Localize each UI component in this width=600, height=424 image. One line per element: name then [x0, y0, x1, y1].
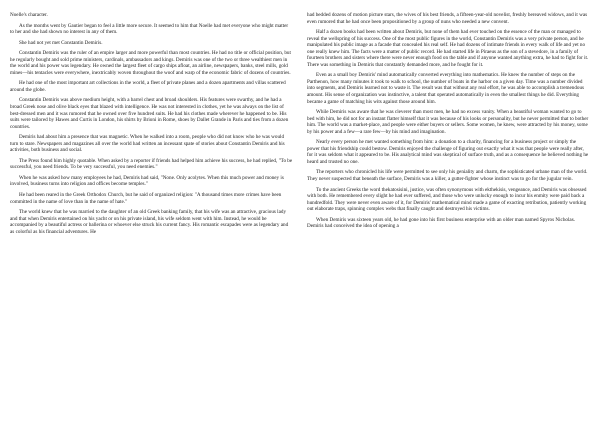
left-column	[10, 12, 293, 424]
paragraph: Noelle's character.	[10, 12, 48, 18]
paragraph: To the ancient Greeks the word thekatosisini, justice, was often synonymous with ekthekisis, vengeance, and Demiris was obsessed with both. He remembered every slight he had ever suffered, and those who were unlucky enough to incur his enmity were paid back a hundredfold. They were never even aware of it, for Demiris' mathematical mind made a game of exacting retribution, patiently working out elaborate traps, spinning complex webs that finally caught and destroyed his victims.	[307, 186, 587, 213]
paragraph: Demiris had about him a presence that was magnetic. When he walked into a room, people who did not know who he was would turn to stare. Newspapers and magazines all over the world had written an incessant spate of stories about Constantin Demiris and his activities, both business and social.	[10, 134, 285, 154]
right-column	[307, 12, 590, 424]
paragraph: He had been reared in the Greek Orthodox Church, but he said of organized religion: "A thousand times more crimes have been committed in the name of love than in the name of hate."	[10, 192, 282, 205]
paragraph: The Press found him highly quotable. When asked by a reporter if friends had helped him achieve his success, he had replied, "To be successful, you need friends. To be very successful, you need enemies."	[10, 157, 293, 171]
paragraph: As the months went by Gautier began to feel a little more secure. It seemed to him that Noelle had met everyone who might matter to her and she had shown no interest in any of them.	[10, 22, 289, 36]
paragraph: The reporters who chronicled his life were permitted to see only his geniality and charm, the sophisticated urbane man of the world. They never suspected that beneath the surface, Demiris was a killer, a gutter-fighter whose instinct was to go for the jugular vein.	[307, 169, 588, 183]
paragraph: The world knew that he was married to the daughter of an old Greek banking family, that his wife was an attractive, gracious lady and that when Demiris entertained on his yacht or on his private island, his wife seldom went with him. Instead, he would be accompanied by a beautiful actress or ballerina or whoever else struck his current fancy. His romantic escapades were as legendary and as colorful as his financial adventures. He	[10, 209, 289, 235]
paragraph: had bedded dozens of motion picture stars, the wives of his best friends, a fifteen-year-old novelist, freshly bereaved widows, and it was even rumored that he had once been propositioned by a group of nuns who needed a new convent.	[307, 12, 588, 25]
paragraph: When Demiris was sixteen years old, he had gone into his first business enterprise with an older man named Spyros Nicholas. Demiris had conceived the idea of opening a	[307, 216, 575, 230]
paragraph: Constantin Demiris was the ruler of an empire larger and more powerful than most countries. He had no title or official position, but he regularly bought and sold prime ministers, cardinals, ambassadors and kings. Demiris was one of the two or three wealthiest men in the world and his power was legendary. He owned the largest fleet of cargo ships afloat, an airline, newspapers, banks, steel mills, gold mines—his tentacles were everywhere, inextricably woven throughout the woof and warp of the economic fabric of dozens of countries.	[10, 50, 291, 76]
paragraph: He had one of the most important art collections in the world, a fleet of private planes and a dozen apartments and villas scattered around the globe.	[10, 80, 286, 93]
paragraph: When he was asked how many employees he had, Demiris had said, "None. Only acolytes. When this much power and money is involved, business turns into religion and offices become temples."	[10, 174, 284, 188]
paragraph: Even as a small boy Demiris' mind automatically converted everything into mathematics. He knew the number of steps on the Parthenon, how many minutes it took to walk to school, the number of boats in the harbor on a given day. Time was a number divided into segments, and Demiris learned not to waste it. The result was that without any real effort, he was able to accomplish a tremendous amount. His sense of organization was instinctive, a talent that operated automatically in even the smallest things he did. Everything became a game of matching his wits against those around him.	[307, 72, 585, 105]
paragraph: She had not yet met Constantin Demiris.	[19, 39, 103, 46]
paragraph: Half a dozen books had been written about Demiris, but none of them had ever touched on the essence of the man or managed to reveal the wellspring of his success. One of the most public figures in the world, Constantin Demiris was a very private person, and he manipulated his public image as a facade that concealed his real self. He had dozens of intimate friends in every walk of life and yet no one really knew him. The facts were a matter of public record. He had started life in Piraeus as the son of a stevedore, in a family of fourteen brothers and sisters where there were never enough food on the table and if anyone wanted anything extra, he had to fight for it. There was something in Demiris that constantly demanded more, and he fought for it.	[307, 29, 589, 68]
paragraph: Constantin Demiris was above medium height, with a barrel chest and broad shoulders. His features were swarthy, and he had a broad Greek nose and olive black eyes that blazed with intelligence. He was not interested in clothes, yet he was always on the list of best-dressed men and it was rumored that he owned over five hundred suits. He had his clothes made wherever he happened to be. His suits were tailored by Hawes and Curtis in London, his shirts by Brioni in Rome, shoes by Dallet Grande in Paris and ties from a dozen countries.	[10, 97, 289, 130]
paragraph: Nearly every person he met wanted something from him: a donation to a charity, financing for a business project or simply the power that his friendship could bestow. Demiris enjoyed the challenge of figuring out exactly what it was that people were really after, for it was seldom what it appeared to be. His analytical mind was skeptical of surface truth, and as a consequence he believed nothing he heard and trusted no one.	[307, 139, 589, 165]
paragraph: While Demiris was aware that he was cleverer than most men, he had no excess vanity. When a beautiful woman wanted to go to bed with him, he did not for an instant flatter himself that it was because of his looks or personality, but he never permitted that to bother him. The world was a market-place, and people were either buyers or sellers. Some women, he knew, were attracted by his money, some by his power and a few—a rare few—by his mind and imagination.	[307, 109, 589, 135]
